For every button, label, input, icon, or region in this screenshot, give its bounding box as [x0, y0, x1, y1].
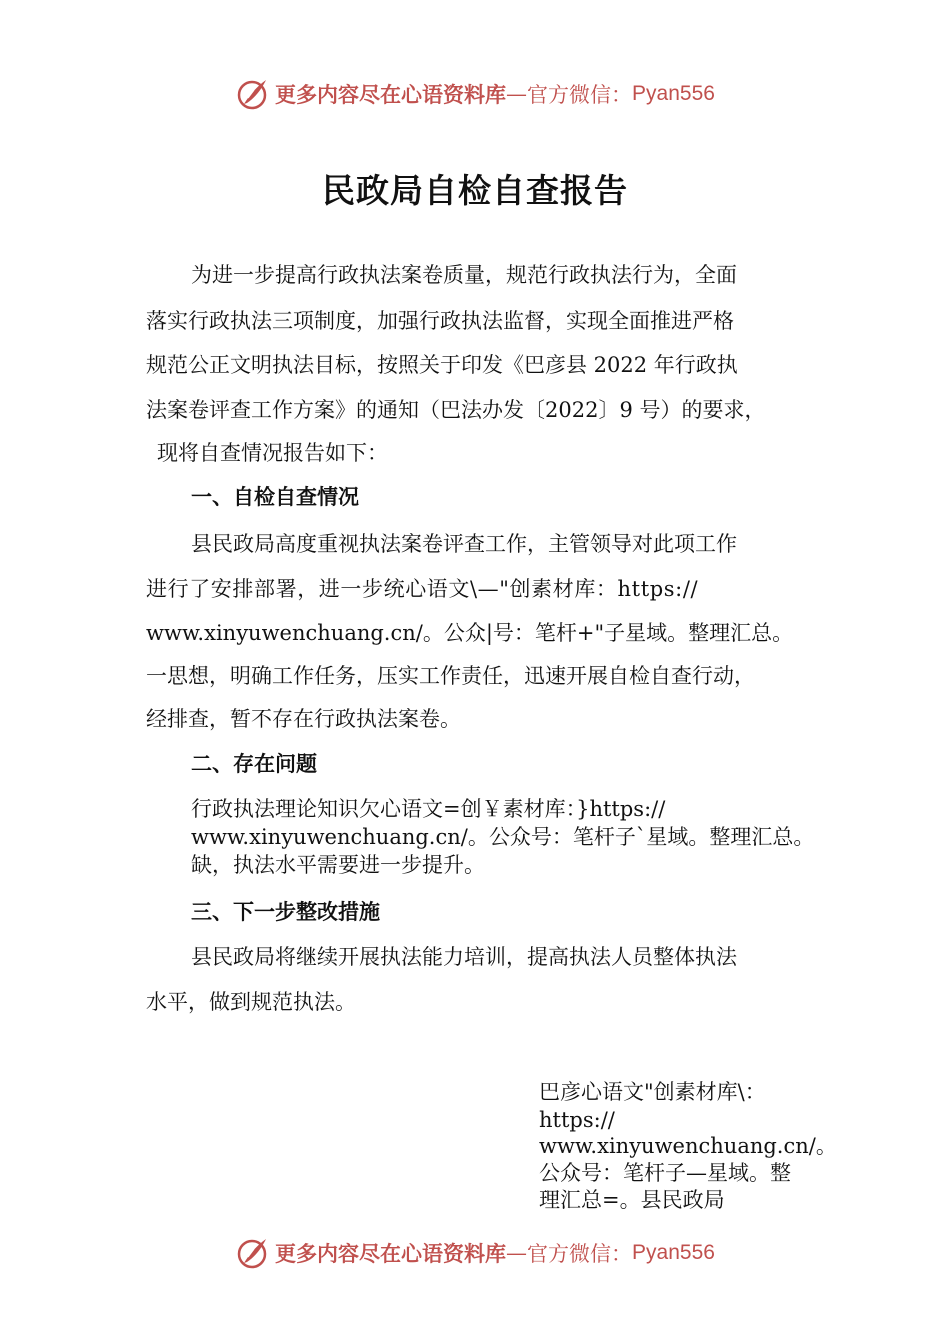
intro-line: 规范公正文明执法目标，按照关于印发《巴彦县 2022 年行政执 [146, 353, 738, 377]
signature-line: 公众号：笔杆子—星域。整 [539, 1161, 791, 1185]
section1-line: 进行了安排部署，进一步统心语文\—"创素材库：https:// [146, 577, 699, 601]
watermark-dash: — [506, 1241, 528, 1265]
watermark-wechat-label: 官方微信： [527, 83, 633, 107]
document-title: 民政局自检自查报告 [322, 171, 628, 210]
signature-line: 理汇总=。县民政局 [539, 1188, 725, 1212]
section-heading-2: 二、存在问题 [191, 752, 317, 776]
section1-line: www.xinyuwenchuang.cn/。公众|号：笔杆+"子星域。整理汇总。 [146, 621, 794, 645]
header-watermark [0, 74, 950, 114]
section2-line: 行政执法理论知识欠心语文=创￥素材库：}https:// [191, 797, 666, 821]
section-heading-3: 三、下一步整改措施 [191, 900, 380, 924]
section1-line: 县民政局高度重视执法案卷评查工作，主管领导对此项工作 [191, 532, 737, 556]
watermark-dash: — [506, 82, 528, 106]
section1-line: 一思想，明确工作任务，压实工作责任，迅速开展自检自查行动， [146, 664, 755, 688]
watermark-wechat-label: 官方微信： [527, 1242, 633, 1266]
section2-line: 缺，执法水平需要进一步提升。 [191, 853, 485, 877]
section-heading-1: 一、自检自查情况 [191, 485, 359, 509]
signature-line: www.xinyuwenchuang.cn/。 [539, 1134, 837, 1158]
watermark-site-text: 更多内容尽在心语资料库 [275, 82, 507, 107]
signature-line: 巴彦心语文"创素材库\： [539, 1080, 766, 1104]
intro-line: 落实行政执法三项制度，加强行政执法监督，实现全面推进严格 [146, 309, 734, 333]
footer-watermark [0, 1233, 950, 1273]
intro-line: 为进一步提高行政执法案卷质量，规范行政执法行为，全面 [191, 263, 737, 287]
intro-line: 法案卷评查工作方案》的通知（巴法办发〔2022〕9 号）的要求， [146, 398, 766, 422]
intro-line: 现将自查情况报告如下： [157, 441, 388, 465]
watermark-site-text: 更多内容尽在心语资料库 [275, 1241, 507, 1266]
section3-line: 水平，做到规范执法。 [146, 990, 356, 1014]
quill-logo-icon [235, 1235, 271, 1271]
section2-line: www.xinyuwenchuang.cn/。公众号：笔杆子`星域。整理汇总。 [191, 825, 815, 849]
watermark-wechat-id: Pyan556 [632, 1241, 715, 1264]
signature-line: https:// [539, 1108, 615, 1132]
quill-logo-icon [235, 76, 271, 112]
section1-line: 经排查，暂不存在行政执法案卷。 [146, 707, 461, 731]
section3-line: 县民政局将继续开展执法能力培训，提高执法人员整体执法 [191, 945, 737, 969]
watermark-wechat-id: Pyan556 [632, 82, 715, 105]
